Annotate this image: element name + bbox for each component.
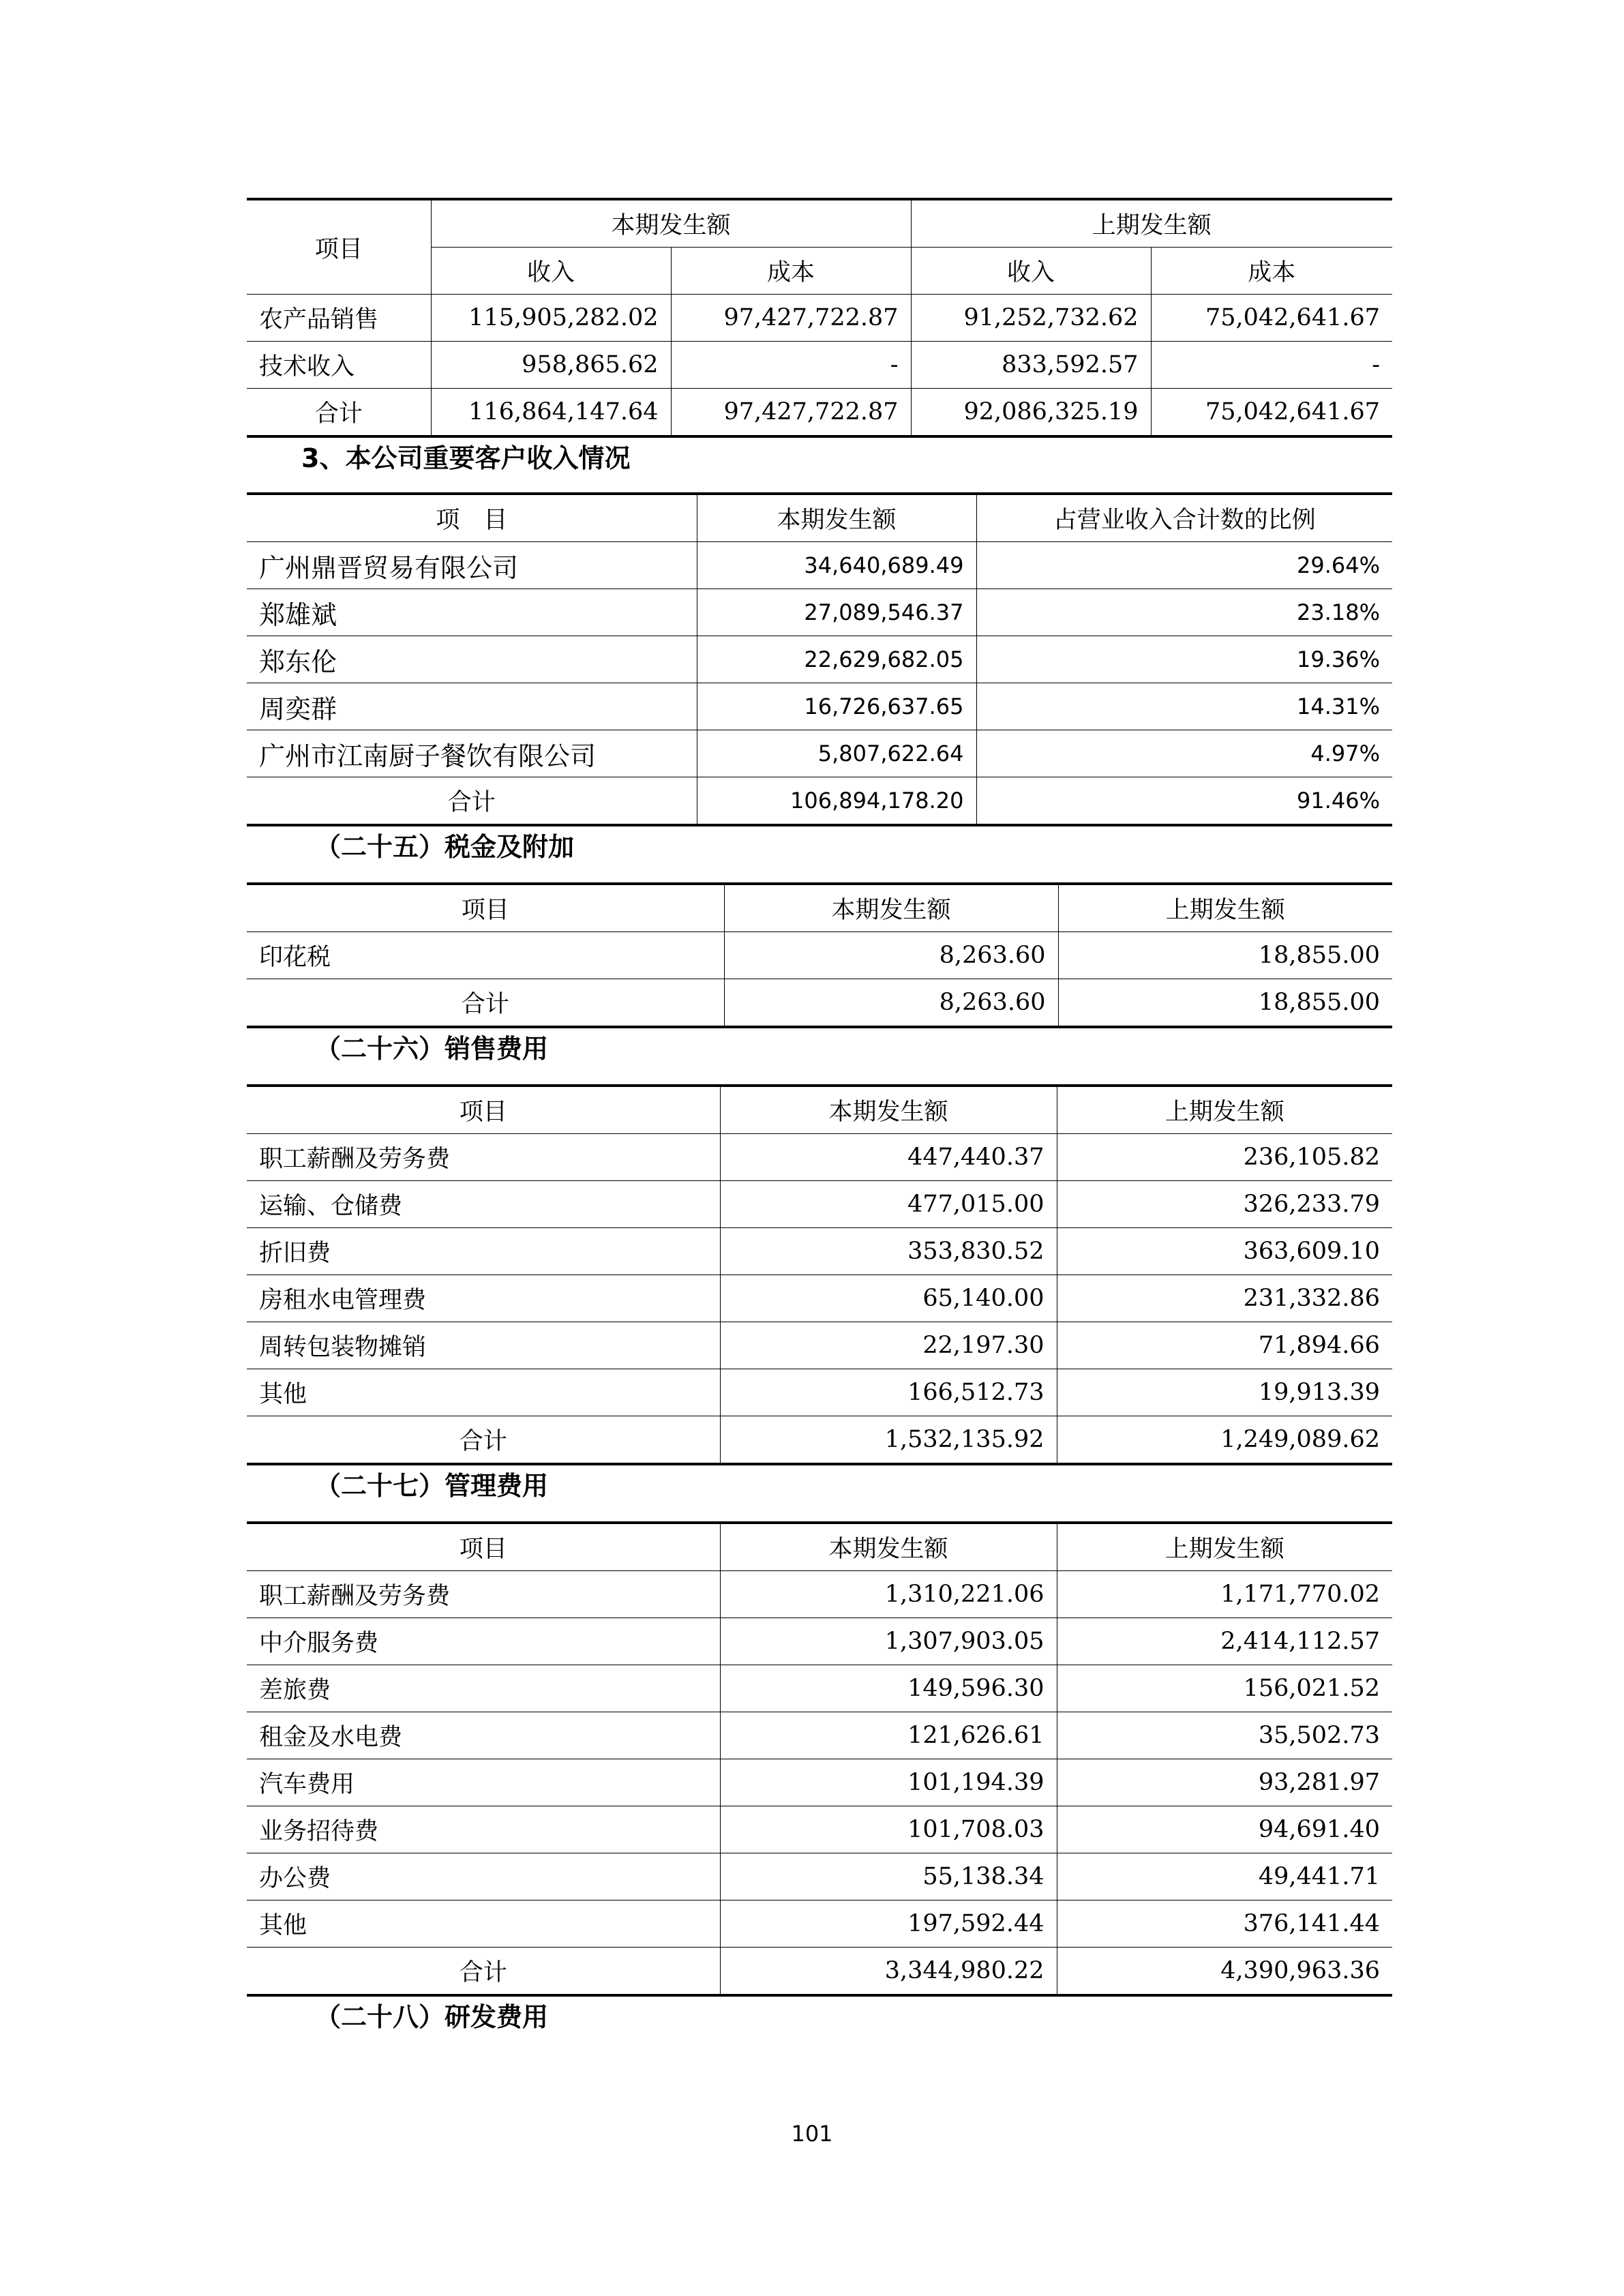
table-row: 周奕群 16,726,637.65 14.31%: [247, 683, 1392, 730]
header-previous: 上期发生额: [911, 199, 1392, 248]
page-number: 101: [791, 2121, 833, 2147]
header-previous: 上期发生额: [1058, 884, 1392, 932]
table-total-row: 合计 8,263.60 18,855.00: [247, 979, 1392, 1028]
sales-expense-table: [247, 1084, 1392, 1465]
table-row: 折旧费 353,830.52 363,609.10: [247, 1228, 1392, 1275]
table-total-row: 合计 106,894,178.20 91.46%: [247, 777, 1392, 826]
table-row: 中介服务费 1,307,903.05 2,414,112.57: [247, 1618, 1392, 1665]
table-row: 印花税 8,263.60 18,855.00: [247, 932, 1392, 979]
table-row: 办公费 55,138.34 49,441.71: [247, 1853, 1392, 1900]
tax-table: [247, 882, 1392, 1028]
section-title: （二十七）管理费用: [315, 1471, 549, 1501]
table-total-row: 合计 1,532,135.92 1,249,089.62: [247, 1416, 1392, 1465]
header-item: 项目: [247, 884, 724, 932]
table-row: 郑东伦 22,629,682.05 19.36%: [247, 636, 1392, 683]
table-row: 汽车费用 101,194.39 93,281.97: [247, 1759, 1392, 1806]
customers-table: [247, 492, 1392, 826]
header-cost: 成本: [671, 248, 911, 295]
header-item: 项目: [247, 199, 431, 295]
table-row: 广州市江南厨子餐饮有限公司 5,807,622.64 4.97%: [247, 730, 1392, 777]
section-title: （二十五）税金及附加: [315, 832, 575, 862]
header-item: 项 目: [247, 494, 697, 542]
table-row: 周转包装物摊销 22,197.30 71,894.66: [247, 1322, 1392, 1369]
admin-expense-table: [247, 1521, 1392, 1997]
table-row: 广州鼎晋贸易有限公司 34,640,689.49 29.64%: [247, 542, 1392, 589]
table-total-row: 合计 3,344,980.22 4,390,963.36: [247, 1948, 1392, 1996]
table-row: 其他 166,512.73 19,913.39: [247, 1369, 1392, 1416]
table-row: 农产品销售 115,905,282.02 97,427,722.87 91,252,732.62 75,042,641.67: [247, 295, 1392, 342]
section-title: （二十六）销售费用: [315, 1034, 549, 1064]
table-row: 业务招待费 101,708.03 94,691.40: [247, 1806, 1392, 1853]
table-total-row: 合计 116,864,147.64 97,427,722.87 92,086,325.19 75,042,641.67: [247, 389, 1392, 437]
section-title: 3、本公司重要客户收入情况: [301, 443, 631, 473]
table-row: 租金及水电费 121,626.61 35,502.73: [247, 1712, 1392, 1759]
header-income: 收入: [431, 248, 671, 295]
table-row: 其他 197,592.44 376,141.44: [247, 1900, 1392, 1948]
header-income: 收入: [911, 248, 1151, 295]
table-row: 差旅费 149,596.30 156,021.52: [247, 1665, 1392, 1712]
header-current: 本期发生额: [720, 1086, 1057, 1134]
header-current: 本期发生额: [697, 494, 976, 542]
table-row: 运输、仓储费 477,015.00 326,233.79: [247, 1181, 1392, 1228]
header-cost: 成本: [1151, 248, 1392, 295]
table-row: 职工薪酬及劳务费 447,440.37 236,105.82: [247, 1134, 1392, 1181]
header-previous: 上期发生额: [1057, 1523, 1392, 1571]
table-row: 职工薪酬及劳务费 1,310,221.06 1,171,770.02: [247, 1571, 1392, 1618]
document-page: [247, 198, 1392, 2053]
table-row: 技术收入 958,865.62 - 833,592.57 -: [247, 342, 1392, 389]
header-item: 项目: [247, 1086, 720, 1134]
header-item: 项目: [247, 1523, 720, 1571]
table-row: 郑雄斌 27,089,546.37 23.18%: [247, 589, 1392, 636]
section-title: （二十八）研发费用: [315, 2002, 549, 2032]
header-current: 本期发生额: [724, 884, 1058, 932]
header-current: 本期发生额: [431, 199, 911, 248]
header-ratio: 占营业收入合计数的比例: [976, 494, 1392, 542]
header-current: 本期发生额: [720, 1523, 1057, 1571]
table-row: 房租水电管理费 65,140.00 231,332.86: [247, 1275, 1392, 1322]
revenue-table: [247, 198, 1392, 438]
header-previous: 上期发生额: [1057, 1086, 1392, 1134]
